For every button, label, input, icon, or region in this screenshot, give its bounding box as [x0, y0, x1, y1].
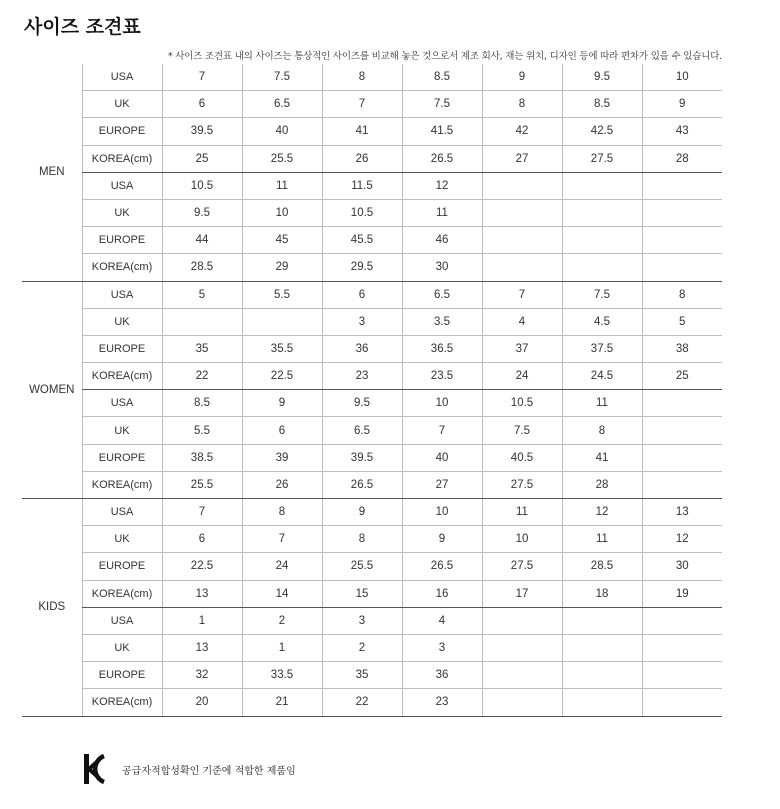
size-value: 3 — [322, 607, 402, 634]
size-value: 36 — [402, 662, 482, 689]
table-row — [22, 607, 722, 634]
size-value: 25.5 — [322, 553, 402, 580]
size-system-label: USA — [82, 281, 162, 308]
size-value: 42.5 — [562, 118, 642, 145]
size-value: 4.5 — [562, 308, 642, 335]
size-system-label: USA — [82, 499, 162, 526]
size-value: 8 — [562, 417, 642, 444]
size-system-label: UK — [82, 417, 162, 444]
table-row — [22, 227, 722, 254]
size-value: 22 — [322, 689, 402, 716]
size-value: 41 — [562, 444, 642, 471]
size-system-label: KOREA(cm) — [82, 689, 162, 716]
size-chart-body — [22, 64, 722, 716]
size-value: 8 — [482, 91, 562, 118]
size-value: 6.5 — [242, 91, 322, 118]
size-value: 10.5 — [162, 172, 242, 199]
size-value: 8.5 — [402, 64, 482, 91]
size-value: 13 — [162, 580, 242, 607]
size-value — [642, 390, 722, 417]
size-value: 27.5 — [482, 553, 562, 580]
size-value: 46 — [402, 227, 482, 254]
size-value — [562, 227, 642, 254]
size-system-label: UK — [82, 199, 162, 226]
size-value: 9.5 — [562, 64, 642, 91]
size-value: 5.5 — [162, 417, 242, 444]
size-value: 26.5 — [402, 553, 482, 580]
size-value: 7 — [162, 64, 242, 91]
size-value: 10.5 — [322, 199, 402, 226]
size-value: 13 — [642, 499, 722, 526]
table-row — [22, 553, 722, 580]
size-system-label: EUROPE — [82, 662, 162, 689]
size-value: 29 — [242, 254, 322, 281]
size-value: 7 — [322, 91, 402, 118]
size-value — [242, 308, 322, 335]
size-value: 25 — [162, 145, 242, 172]
table-row — [22, 308, 722, 335]
size-value: 26 — [322, 145, 402, 172]
size-value: 23.5 — [402, 363, 482, 390]
size-value: 27 — [402, 471, 482, 498]
size-value — [642, 227, 722, 254]
size-value: 12 — [402, 172, 482, 199]
size-value: 16 — [402, 580, 482, 607]
size-value — [642, 607, 722, 634]
size-value: 6.5 — [322, 417, 402, 444]
size-system-label: KOREA(cm) — [82, 471, 162, 498]
size-value: 3.5 — [402, 308, 482, 335]
size-value: 7 — [482, 281, 562, 308]
size-value: 11 — [562, 526, 642, 553]
size-value: 26 — [242, 471, 322, 498]
size-value: 11 — [482, 499, 562, 526]
size-value — [482, 607, 562, 634]
size-value: 44 — [162, 227, 242, 254]
size-value: 10 — [642, 64, 722, 91]
size-value — [482, 689, 562, 716]
size-value: 30 — [642, 553, 722, 580]
size-value: 27.5 — [482, 471, 562, 498]
size-value: 36.5 — [402, 335, 482, 362]
size-value: 22.5 — [162, 553, 242, 580]
size-value: 37 — [482, 335, 562, 362]
size-value: 20 — [162, 689, 242, 716]
size-value — [562, 199, 642, 226]
table-row — [22, 172, 722, 199]
size-value: 10.5 — [482, 390, 562, 417]
size-value: 35 — [162, 335, 242, 362]
size-value: 10 — [482, 526, 562, 553]
size-system-label: KOREA(cm) — [82, 580, 162, 607]
size-value — [642, 417, 722, 444]
size-value — [642, 689, 722, 716]
table-row — [22, 390, 722, 417]
size-value: 18 — [562, 580, 642, 607]
size-value: 8 — [322, 526, 402, 553]
size-value: 33.5 — [242, 662, 322, 689]
size-value: 27.5 — [562, 145, 642, 172]
size-system-label: EUROPE — [82, 227, 162, 254]
table-row — [22, 363, 722, 390]
size-value: 39.5 — [322, 444, 402, 471]
size-value: 28.5 — [162, 254, 242, 281]
size-system-label: KOREA(cm) — [82, 363, 162, 390]
size-value: 7 — [242, 526, 322, 553]
size-value: 1 — [162, 607, 242, 634]
table-row — [22, 634, 722, 661]
size-value: 7.5 — [562, 281, 642, 308]
certification — [82, 752, 296, 786]
size-value — [642, 199, 722, 226]
size-value: 42 — [482, 118, 562, 145]
category-label: WOMEN — [22, 281, 82, 499]
size-value: 38 — [642, 335, 722, 362]
size-value: 6 — [162, 526, 242, 553]
size-value — [562, 607, 642, 634]
size-value: 32 — [162, 662, 242, 689]
size-value: 13 — [162, 634, 242, 661]
size-value — [162, 308, 242, 335]
size-value: 3 — [322, 308, 402, 335]
size-value: 43 — [642, 118, 722, 145]
size-value: 15 — [322, 580, 402, 607]
size-value: 8 — [242, 499, 322, 526]
size-value: 5.5 — [242, 281, 322, 308]
size-value: 9.5 — [322, 390, 402, 417]
size-value: 36 — [322, 335, 402, 362]
size-system-label: UK — [82, 91, 162, 118]
table-row — [22, 689, 722, 716]
size-system-label: EUROPE — [82, 118, 162, 145]
size-value: 24 — [242, 553, 322, 580]
size-system-label: USA — [82, 607, 162, 634]
size-value: 8 — [322, 64, 402, 91]
size-value: 4 — [402, 607, 482, 634]
size-value: 45 — [242, 227, 322, 254]
size-value: 9 — [642, 91, 722, 118]
size-value: 5 — [642, 308, 722, 335]
size-value: 6 — [162, 91, 242, 118]
size-value: 6 — [242, 417, 322, 444]
size-value: 6 — [322, 281, 402, 308]
size-value — [482, 634, 562, 661]
size-value — [562, 172, 642, 199]
size-value: 11 — [562, 390, 642, 417]
size-value — [642, 444, 722, 471]
size-value: 35 — [322, 662, 402, 689]
certification-text: 공급자적합성확인 기준에 적합한 제품임 — [122, 765, 296, 777]
size-value: 39 — [242, 444, 322, 471]
size-value: 28 — [562, 471, 642, 498]
size-value: 23 — [402, 689, 482, 716]
table-row — [22, 471, 722, 498]
size-value: 8.5 — [562, 91, 642, 118]
size-value — [562, 689, 642, 716]
table-row — [22, 580, 722, 607]
size-value: 35.5 — [242, 335, 322, 362]
size-system-label: USA — [82, 390, 162, 417]
size-value: 10 — [242, 199, 322, 226]
size-value: 40 — [242, 118, 322, 145]
size-value: 21 — [242, 689, 322, 716]
size-value: 22.5 — [242, 363, 322, 390]
size-value — [482, 662, 562, 689]
size-value: 2 — [322, 634, 402, 661]
size-value: 41.5 — [402, 118, 482, 145]
size-value: 26.5 — [402, 145, 482, 172]
table-row — [22, 499, 722, 526]
size-value: 11 — [402, 199, 482, 226]
size-value — [642, 662, 722, 689]
size-value: 28 — [642, 145, 722, 172]
size-value: 24 — [482, 363, 562, 390]
size-value: 9 — [402, 526, 482, 553]
size-value: 9 — [242, 390, 322, 417]
table-row — [22, 662, 722, 689]
size-value: 10 — [402, 390, 482, 417]
size-system-label: EUROPE — [82, 553, 162, 580]
size-value: 23 — [322, 363, 402, 390]
size-value: 25.5 — [242, 145, 322, 172]
table-row — [22, 526, 722, 553]
size-value: 25 — [642, 363, 722, 390]
category-label: MEN — [22, 64, 82, 281]
size-value: 1 — [242, 634, 322, 661]
category-label: KIDS — [22, 499, 82, 717]
size-value: 26.5 — [322, 471, 402, 498]
size-note: * 사이즈 조견표 내의 사이즈는 통상적인 사이즈를 비교해 놓은 것으로서 제조 회사, 재는 위치, 디자인 등에 따라 편차가 있을 수 있습니다. — [167, 51, 722, 62]
size-value: 3 — [402, 634, 482, 661]
size-system-label: EUROPE — [82, 444, 162, 471]
size-value — [642, 471, 722, 498]
size-value — [562, 634, 642, 661]
size-system-label: EUROPE — [82, 335, 162, 362]
size-value: 24.5 — [562, 363, 642, 390]
size-value: 6.5 — [402, 281, 482, 308]
size-value — [562, 254, 642, 281]
size-value: 2 — [242, 607, 322, 634]
size-value: 17 — [482, 580, 562, 607]
size-value: 11 — [242, 172, 322, 199]
size-value: 4 — [482, 308, 562, 335]
size-value: 12 — [642, 526, 722, 553]
page-title: 사이즈 조견표 — [24, 16, 141, 38]
size-value: 45.5 — [322, 227, 402, 254]
size-value: 37.5 — [562, 335, 642, 362]
size-value — [642, 634, 722, 661]
size-value: 9 — [322, 499, 402, 526]
size-system-label: UK — [82, 308, 162, 335]
size-value: 7.5 — [482, 417, 562, 444]
size-value: 7.5 — [402, 91, 482, 118]
size-value — [482, 172, 562, 199]
size-value: 40 — [402, 444, 482, 471]
size-system-label: USA — [82, 172, 162, 199]
size-value — [482, 227, 562, 254]
size-value — [482, 254, 562, 281]
size-value: 27 — [482, 145, 562, 172]
table-row — [22, 199, 722, 226]
size-system-label: UK — [82, 634, 162, 661]
size-chart-table — [22, 64, 722, 717]
size-system-label: KOREA(cm) — [82, 145, 162, 172]
size-value: 9.5 — [162, 199, 242, 226]
size-value: 12 — [562, 499, 642, 526]
size-value — [482, 199, 562, 226]
table-row — [22, 64, 722, 91]
table-row — [22, 118, 722, 145]
table-row — [22, 335, 722, 362]
size-value: 19 — [642, 580, 722, 607]
size-value: 28.5 — [562, 553, 642, 580]
size-value: 7.5 — [242, 64, 322, 91]
size-value: 5 — [162, 281, 242, 308]
size-value: 14 — [242, 580, 322, 607]
size-system-label: USA — [82, 64, 162, 91]
table-row — [22, 145, 722, 172]
size-value: 9 — [482, 64, 562, 91]
kc-mark-icon — [82, 752, 108, 786]
size-value: 7 — [162, 499, 242, 526]
size-value — [642, 172, 722, 199]
table-row — [22, 281, 722, 308]
size-value: 38.5 — [162, 444, 242, 471]
size-value: 8.5 — [162, 390, 242, 417]
size-value: 40.5 — [482, 444, 562, 471]
size-value: 29.5 — [322, 254, 402, 281]
size-value: 7 — [402, 417, 482, 444]
size-value — [562, 662, 642, 689]
size-system-label: UK — [82, 526, 162, 553]
size-value: 10 — [402, 499, 482, 526]
size-value: 25.5 — [162, 471, 242, 498]
size-system-label: KOREA(cm) — [82, 254, 162, 281]
table-row — [22, 254, 722, 281]
size-value: 39.5 — [162, 118, 242, 145]
size-value: 22 — [162, 363, 242, 390]
size-value: 11.5 — [322, 172, 402, 199]
size-value — [642, 254, 722, 281]
size-value: 8 — [642, 281, 722, 308]
size-value: 41 — [322, 118, 402, 145]
table-row — [22, 91, 722, 118]
table-row — [22, 444, 722, 471]
size-value: 30 — [402, 254, 482, 281]
table-row — [22, 417, 722, 444]
